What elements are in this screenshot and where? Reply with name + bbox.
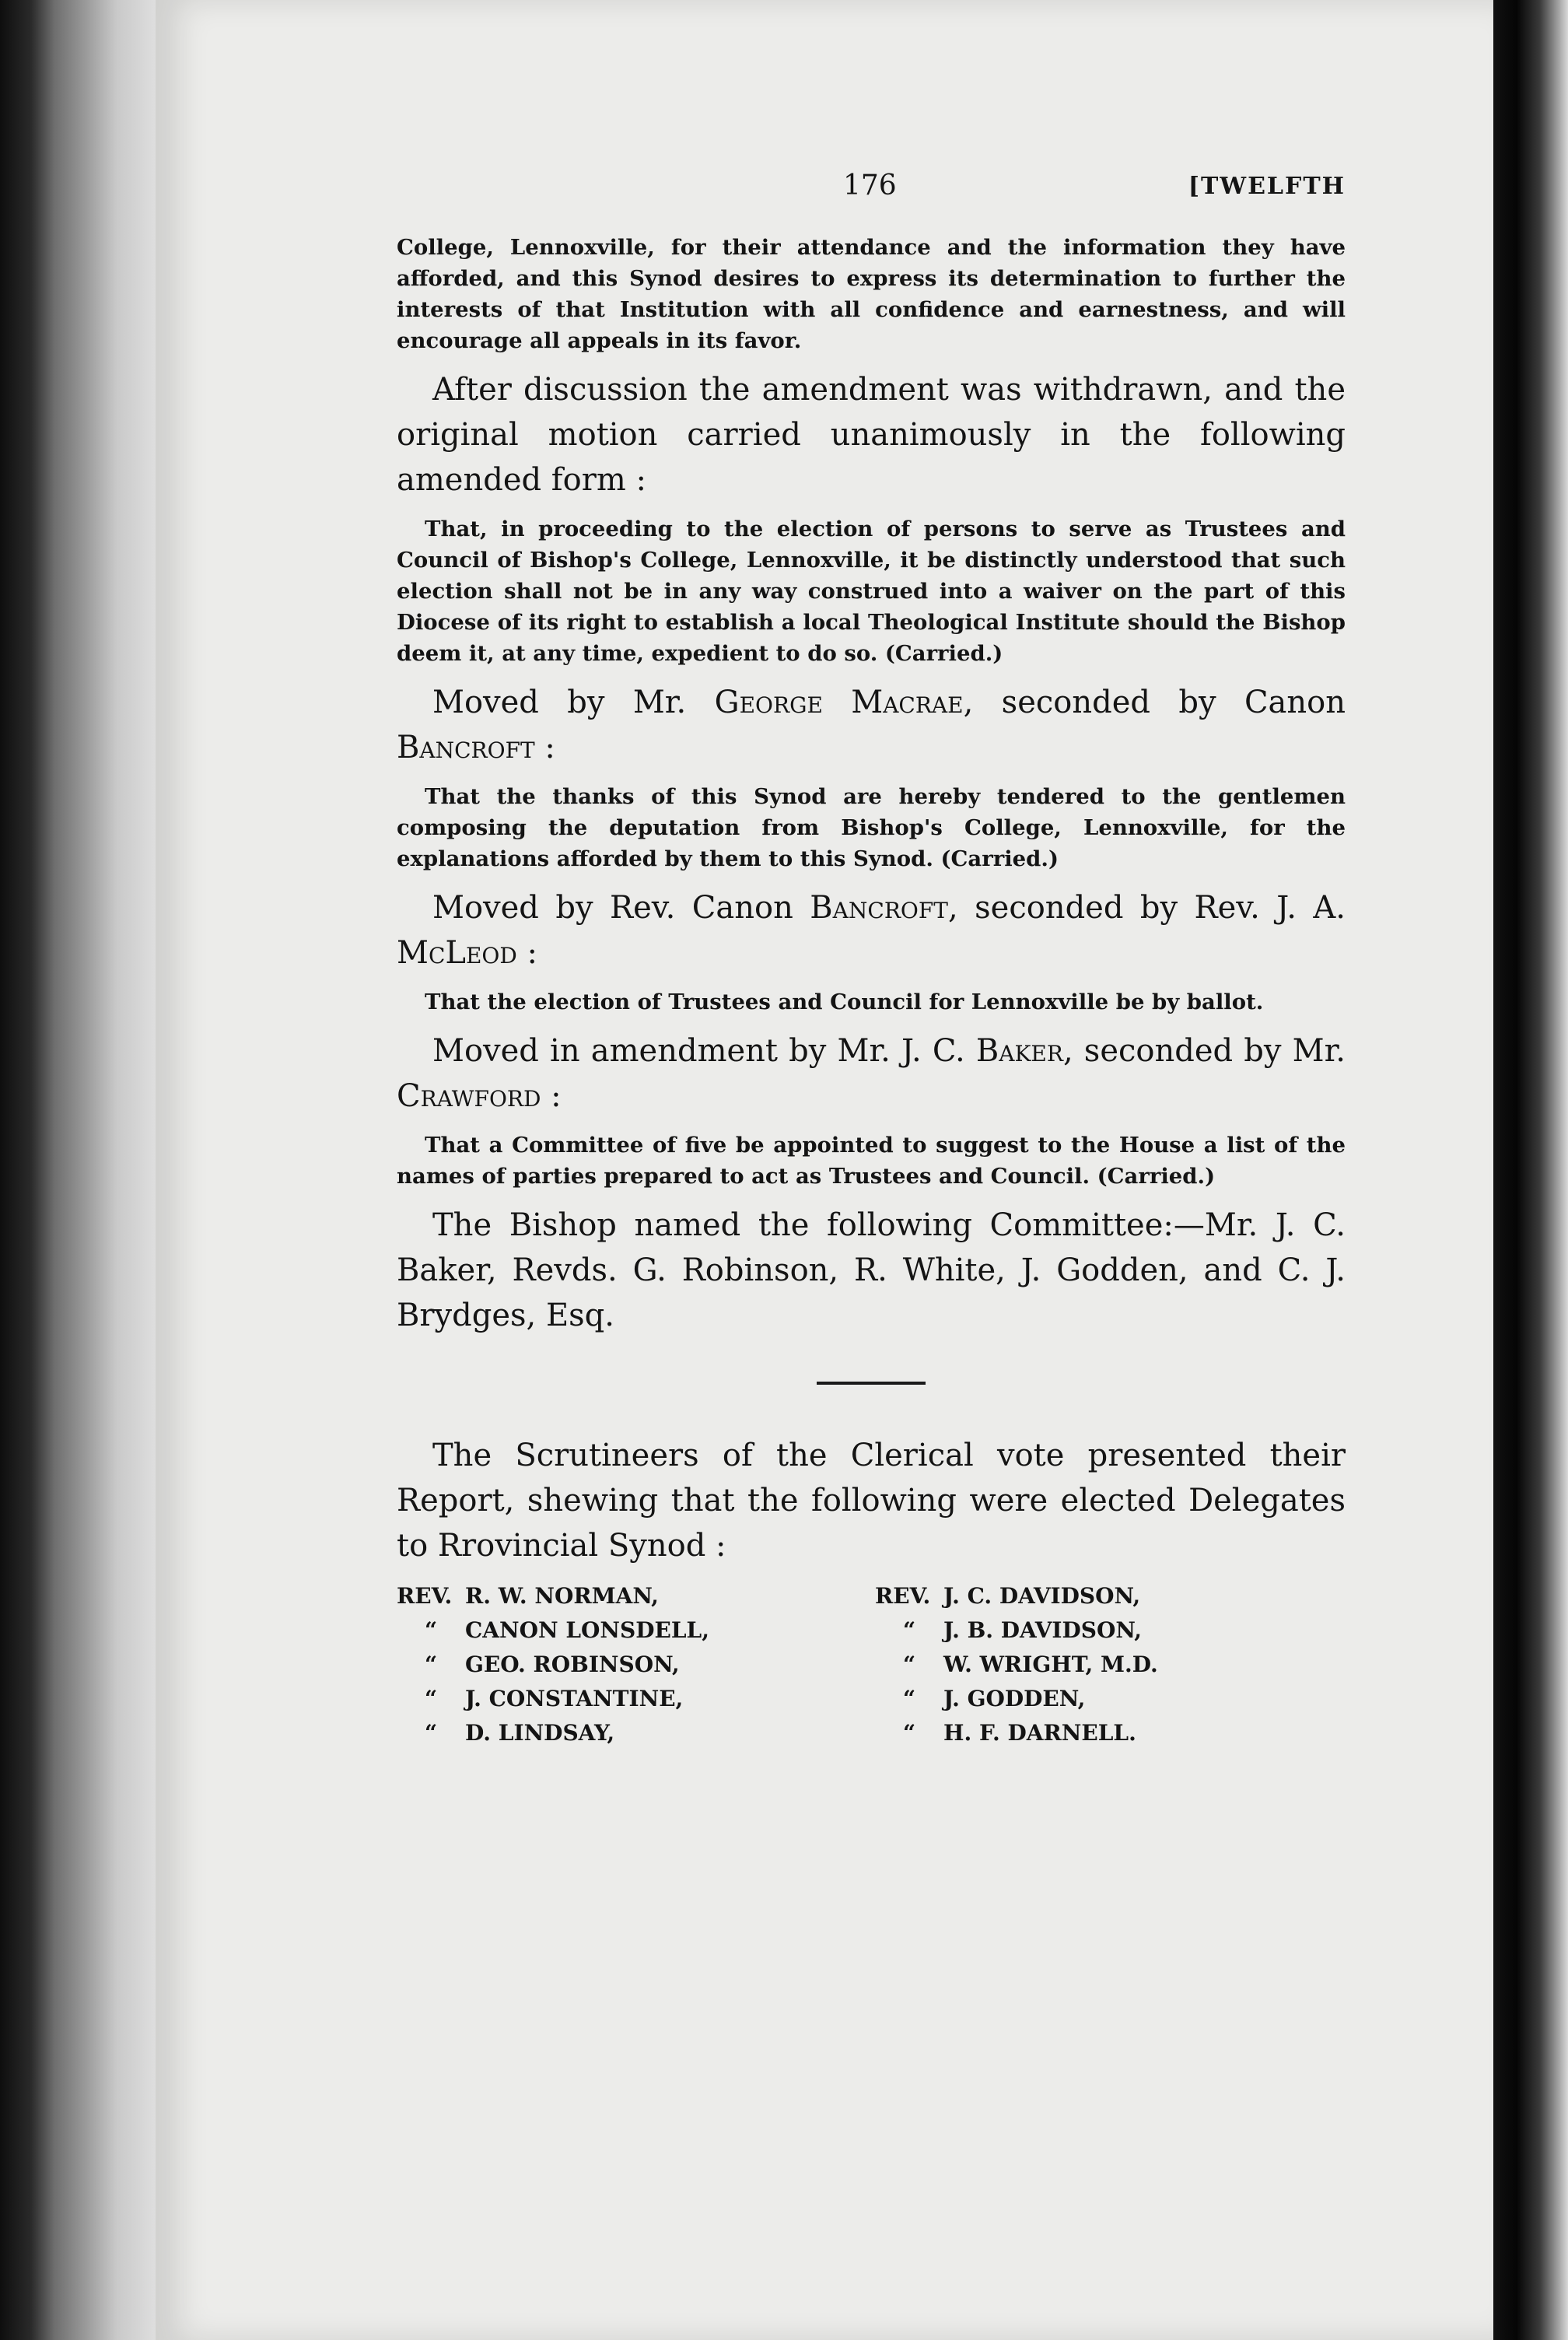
- delegate-name: R. W. NORMAN,: [465, 1583, 659, 1609]
- paragraph-after-discussion: After discussion the amendment was withdrawn, and the original motion carried unanimously in the following amended form :: [397, 372, 1346, 498]
- section-divider: [817, 1382, 926, 1385]
- name-crawford: Crawford: [397, 1078, 541, 1114]
- running-head: [TWELFTH: [1188, 173, 1346, 200]
- paragraph-thanks-deputation: That the thanks of this Synod are hereby tendered to the gentlemen composing the deputation from Bishop's College, Lennoxville, for the explanations afforded by them to this Synod. (Carried.): [397, 784, 1346, 871]
- paragraph-trustees-motion: That, in proceeding to the election of persons to serve as Trustees and Council of Bishop's College, Lennoxville, it be distinctly understood that such election shall not be in any way construed into a waiver on the part of this Diocese of its right to establish a local Theological Institute should the Bishop deem it, at any time, expedient to do so. (Carried.): [397, 517, 1346, 666]
- paragraph-bishop-committee: The Bishop named the following Committee:—Mr. J. C. Baker, Revds. G. Robinson, R. White, J. Godden, and C. J. Brydges, Esq.: [397, 1207, 1346, 1333]
- delegate-right-3: [875, 1682, 1346, 1716]
- ditto-mark: “: [902, 1720, 916, 1746]
- delegate-name: CANON LONSDELL,: [465, 1617, 709, 1643]
- delegate-left-0: [397, 1579, 867, 1613]
- delegate-name: J. C. DAVIDSON,: [943, 1583, 1141, 1609]
- paragraph-committee-five: That a Committee of five be appointed to suggest to the House a list of the names of parties prepared to act as Trustees and Council. (Carried.): [397, 1133, 1346, 1189]
- ditto-mark: “: [424, 1652, 438, 1677]
- page-header: [397, 170, 1346, 232]
- name-bancroft-2: Bancroft: [810, 890, 948, 926]
- page-number: 176: [843, 170, 897, 201]
- delegate-name: J. CONSTANTINE,: [465, 1686, 684, 1711]
- paragraph-moved-macrae: Moved by Mr. George Macrae, seconded by Canon Bancroft :: [397, 685, 1346, 765]
- delegate-name: W. WRIGHT, M.D.: [943, 1652, 1158, 1677]
- book-spine-right: [1493, 0, 1568, 2340]
- name-george-macrae: George Macrae: [714, 685, 964, 720]
- delegates-right-column: [867, 1579, 1346, 1750]
- delegates-list: [397, 1579, 1346, 1750]
- paragraph-moved-bancroft: Moved by Rev. Canon Bancroft, seconded by Rev. J. A. McLeod :: [397, 890, 1346, 971]
- delegate-name: H. F. DARNELL.: [943, 1720, 1136, 1746]
- delegate-left-1: [397, 1613, 867, 1648]
- delegate-prefix: REV.: [397, 1583, 453, 1609]
- delegate-left-4: [397, 1716, 867, 1750]
- ditto-mark: “: [424, 1686, 438, 1711]
- delegates-left-column: [397, 1579, 867, 1750]
- name-bancroft: Bancroft: [397, 730, 535, 765]
- delegate-name: J. GODDEN,: [943, 1686, 1086, 1711]
- delegate-name: GEO. ROBINSON,: [465, 1652, 680, 1677]
- paragraph-college-thanks: College, Lennoxville, for their attendance and the information they have afforded, and this Synod desires to express its determination to further the interests of that Institution with all confidence and earnestness, and will encourage all appeals in its favor.: [397, 235, 1346, 353]
- delegate-name: D. LINDSAY,: [465, 1720, 615, 1746]
- ditto-mark: “: [424, 1720, 438, 1746]
- page-content: [397, 170, 1346, 1750]
- delegate-right-0: [875, 1579, 1346, 1613]
- delegate-left-3: [397, 1682, 867, 1716]
- delegate-name: J. B. DAVIDSON,: [943, 1617, 1142, 1643]
- ditto-mark: “: [902, 1686, 916, 1711]
- delegate-right-4: [875, 1716, 1346, 1750]
- delegate-right-1: [875, 1613, 1346, 1648]
- paragraph-scrutineers: The Scrutineers of the Clerical vote presented their Report, shewing that the following were elected Delegates to Rrovincial Synod :: [397, 1438, 1346, 1564]
- book-spine-left: [0, 0, 156, 2340]
- name-mcleod: McLeod: [397, 935, 517, 971]
- name-baker: Baker: [975, 1033, 1063, 1069]
- paragraph-moved-baker: Moved in amendment by Mr. J. C. Baker, seconded by Mr. Crawford :: [397, 1033, 1346, 1114]
- delegate-prefix: REV.: [875, 1583, 931, 1609]
- delegate-right-2: [875, 1648, 1346, 1682]
- ditto-mark: “: [902, 1652, 916, 1677]
- ditto-mark: “: [424, 1617, 438, 1643]
- delegate-left-2: [397, 1648, 867, 1682]
- ditto-mark: “: [902, 1617, 916, 1643]
- paragraph-ballot: That the election of Trustees and Council for Lennoxville be by ballot.: [425, 990, 1264, 1014]
